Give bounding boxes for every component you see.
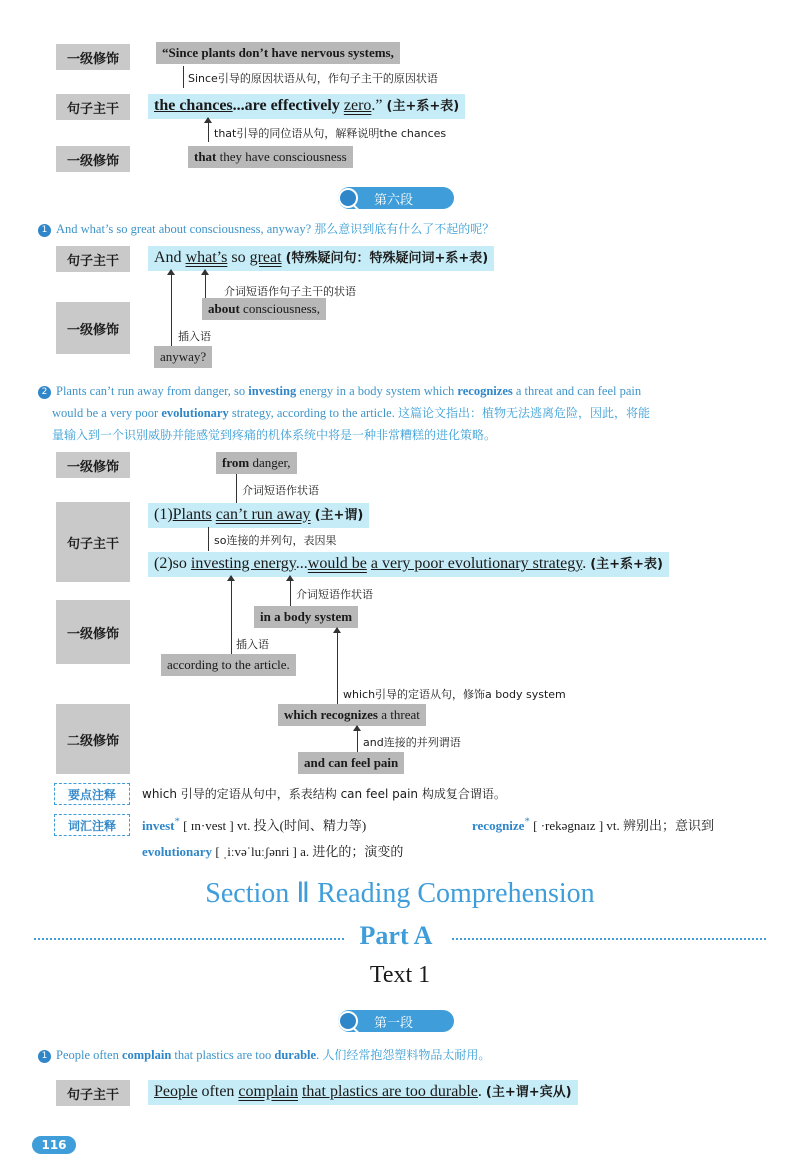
arrow-up <box>286 575 294 581</box>
question-2-zh: 量输入到一个识别威胁并能感觉到疼痛的机体系统中将是一种非常糟糕的进化策略。 <box>52 428 497 442</box>
question-1-text1: 1 People often complain that plastics are too durable. 人们经常抱怨塑料物品太耐用。 <box>38 1045 490 1065</box>
note-since: Since引导的原因状语从句，作句子主干的原因状语 <box>188 72 438 85</box>
connector <box>208 527 209 551</box>
main-clause: People often complain that plastics are too durable. (主+谓+宾从) <box>148 1080 578 1105</box>
tag-main: 句子主干 <box>56 1080 130 1106</box>
question-2: 2 Plants can’t run away from danger, so investing energy in a body system which recognizes a threat and can feel pain <box>38 381 641 401</box>
note-from: 介词短语作状语 <box>242 484 319 497</box>
tag-main: 句子主干 <box>56 502 130 582</box>
clause-since: “Since plants don’t have nervous systems, <box>156 42 400 64</box>
note-insert: 插入语 <box>236 638 269 651</box>
tag-level1: 一级修饰 <box>56 44 130 70</box>
vocab-evolutionary: evolutionary [ ˌiːvəˈluːʃənri ] a. 进化的；演变的 <box>142 844 404 859</box>
box-which: which recognizes a threat <box>278 704 426 726</box>
tag-main: 句子主干 <box>56 246 130 272</box>
clause-that: that they have consciousness <box>188 146 353 168</box>
part-title: Part A <box>359 921 433 950</box>
section-pill-para6: 第六段 <box>338 187 454 209</box>
note-which: which引导的定语从句，修饰a body system <box>343 688 566 701</box>
page-number: 116 <box>32 1136 76 1154</box>
question-2-cont: would be a very poor evolutionary strategy, according to the article. 这篇论文指出：植物无法逃离危险，因此，将能 <box>52 406 650 420</box>
main-clause: And what’s so great (特殊疑问句：特殊疑问词+系+表) <box>148 246 494 271</box>
label-vocab: 词汇注释 <box>54 814 130 836</box>
magnifier-icon <box>338 1011 358 1031</box>
connector <box>231 576 232 654</box>
box-anyway: anyway? <box>154 346 212 368</box>
arrow-up <box>167 269 175 275</box>
main-clause-1: (1)Plants can’t run away (主+谓) <box>148 503 369 528</box>
tag-level1: 一级修饰 <box>56 146 130 172</box>
box-in-body-system: in a body system <box>254 606 358 628</box>
arrow-up <box>204 117 212 123</box>
arrow-up <box>333 627 341 633</box>
main-clause: the chances...are effectively zero.” (主+系+表) <box>148 94 465 119</box>
vocab-recognize: recognize* [ ·rekəgnaɪz ] vt. 辨别出；意识到 <box>472 815 715 833</box>
note-and: and连接的并列谓语 <box>363 736 461 749</box>
connector <box>236 474 237 504</box>
note-in: 介词短语作状语 <box>296 588 373 601</box>
tag-main: 句子主干 <box>56 94 130 120</box>
label-key-note: 要点注释 <box>54 783 130 805</box>
note-so: so连接的并列句，表因果 <box>214 534 337 547</box>
connector <box>183 66 184 88</box>
arrow-up <box>227 575 235 581</box>
key-note-text: which 引导的定语从句中，系表结构 can feel pain 构成复合谓语。 <box>142 787 506 801</box>
vocab-invest: invest* [ ɪn·vest ] vt. 投入(时间、精力等) <box>142 815 367 833</box>
arrow-up <box>201 269 209 275</box>
connector <box>171 270 172 346</box>
note-prep: 介词短语作句子主干的状语 <box>224 285 356 298</box>
note-insert: 插入语 <box>178 330 211 343</box>
box-from: from danger, <box>216 452 297 474</box>
section-pill-para1: 第一段 <box>338 1010 454 1032</box>
divider <box>452 938 766 942</box>
main-clause-2: (2)so investing energy...would be a very poor evolutionary strategy. (主+系+表) <box>148 552 669 577</box>
box-about: about consciousness, <box>202 298 326 320</box>
text-title: Text 1 <box>369 962 431 988</box>
question-1: 1 And what’s so great about consciousness, anyway? 那么意识到底有什么了不起的呢？ <box>38 219 494 239</box>
box-according: according to the article. <box>161 654 296 676</box>
tag-level1: 一级修饰 <box>56 452 130 478</box>
tag-level1: 一级修饰 <box>56 302 130 354</box>
section-title: Section Ⅱ Reading Comprehension <box>205 878 595 909</box>
note-that: that引导的同位语从句，解释说明the chances <box>214 127 447 140</box>
arrow-up <box>353 725 361 731</box>
box-and: and can feel pain <box>298 752 404 774</box>
divider <box>34 938 344 942</box>
connector <box>337 628 338 704</box>
tag-level2: 二级修饰 <box>56 704 130 774</box>
tag-level1: 一级修饰 <box>56 600 130 664</box>
magnifier-icon <box>338 188 358 208</box>
